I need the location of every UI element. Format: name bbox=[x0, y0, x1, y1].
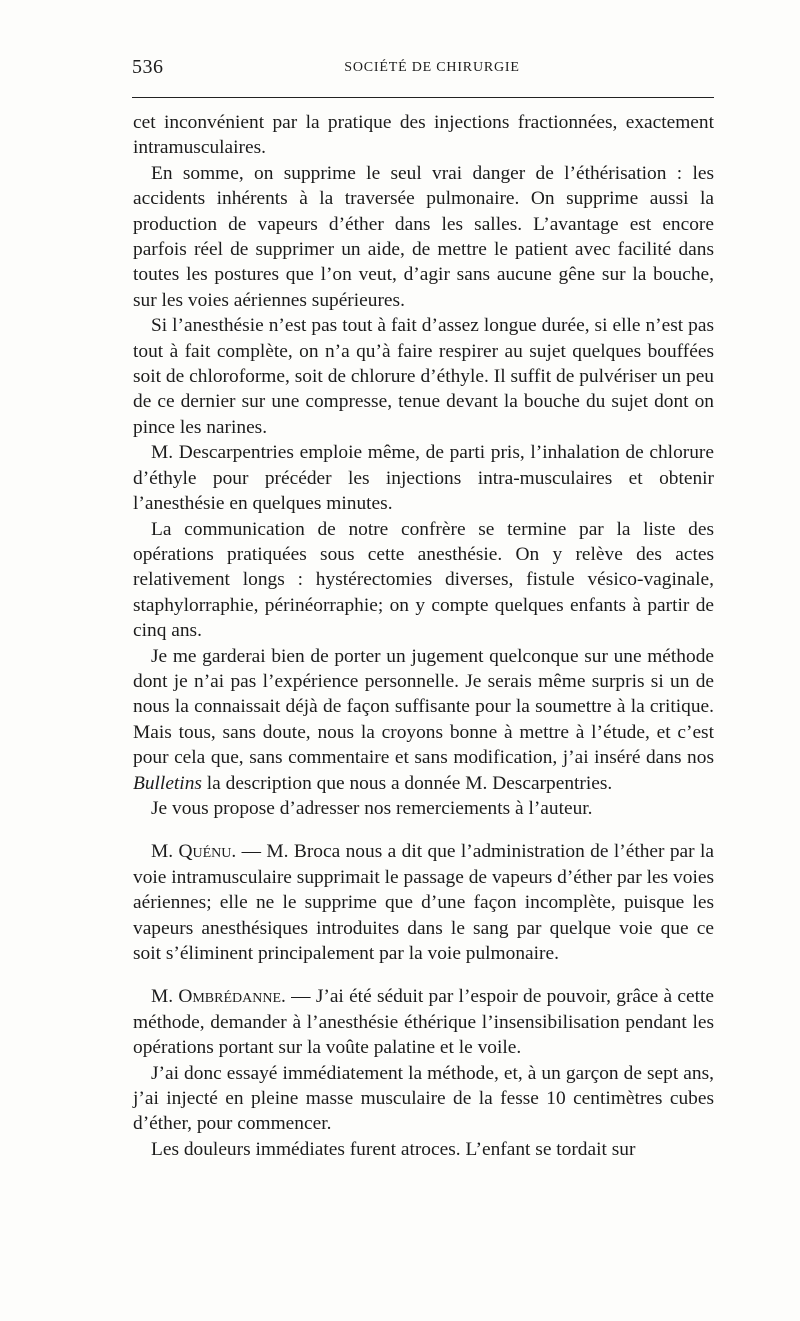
paragraph-6-text-after: la description que nous a donnée M. Descarpentries. bbox=[201, 772, 613, 794]
speaker-name-ombredanne: Ombrédanne. bbox=[178, 986, 286, 1008]
paragraph-11: Les douleurs immédiates furent atroces. L’enfant se tordait sur bbox=[151, 1138, 636, 1160]
page-header bbox=[132, 56, 714, 86]
paragraph-5: La communication de notre confrère se termine par la liste des opérations pratiquées sous cette anesthésie. On y relève des actes relativement longs : hystérectomies diverses, fistule vésico-vaginale, staphylorraphie, périnéorraphie; on y compte quelques enfants à partir de cinq ans. bbox=[133, 518, 714, 642]
paragraph-ombredanne-text: — J’ai été séduit par l’espoir de pouvoir, grâce à cette méthode, demander à l’anesthésie éthérique l’insensibilisation pendant les opérations portant sur la voûte palatine et le voile. bbox=[133, 986, 714, 1059]
paragraph-3: Si l’anesthésie n’est pas tout à fait d’assez longue durée, si elle n’est pas tout à fait complète, on n’a qu’à faire respirer au sujet quelques bouffées soit de chloroforme, soit de chlorure d’éthyle. Il suffit de pulvériser un peu de ce dernier sur une compresse, tenue devant la bouche du sujet dont on pince les narines. bbox=[133, 315, 714, 438]
paragraph-6-text-before: Je me garderai bien de porter un jugement quelconque sur une méthode dont je n’ai pas l’expérience personnelle. Je serais même surpris si un de nous la connaissait déjà de façon suffisante pour la soumettre à la critique. Mais tous, sans doute, nous la croyons bonne à mettre à l’étude, et c’est pour cela que, sans commentaire et sans modification, j’ai inséré dans nos bbox=[133, 645, 714, 769]
speaker-name-quenu: Quénu. bbox=[178, 841, 237, 863]
body-text bbox=[133, 110, 714, 1162]
speaker-prefix-ombredanne: M. bbox=[151, 986, 179, 1008]
running-title: SOCIÉTÉ DE CHIRURGIE bbox=[344, 60, 520, 75]
bulletins-italic: Bulletins bbox=[133, 772, 202, 794]
paragraph-10: J’ai donc essayé immédiatement la méthode, et, à un garçon de sept ans, j’ai injecté en pleine masse musculaire de la fesse 10 centimètres cubes d’éther, pour commencer. bbox=[133, 1062, 714, 1135]
paragraph-6 bbox=[133, 644, 714, 796]
paragraph-ombredanne bbox=[133, 984, 714, 1060]
paragraph-quenu bbox=[133, 839, 714, 966]
paragraph-1: cet inconvénient par la pratique des injections fractionnées, exactement intramusculaires. bbox=[133, 112, 714, 159]
paragraph-7: Je vous propose d’adresser nos remerciements à l’auteur. bbox=[151, 797, 593, 819]
header-rule bbox=[132, 97, 714, 98]
paragraph-2: En somme, on supprime le seul vrai danger de l’éthérisation : les accidents inhérents à la traversée pulmonaire. On supprime aussi la production de vapeurs d’éther dans les salles. L’avantage est encore parfois réel de supprimer un aide, de mettre le patient avec facilité dans toutes les postures que l’on veut, d’agir sans aucune gêne sur la bouche, sur les voies aériennes supérieures. bbox=[133, 162, 714, 311]
paragraph-4: M. Descarpentries emploie même, de parti pris, l’inhalation de chlorure d’éthyle pour précéder les injections intra-musculaires et obtenir l’anesthésie en quelques minutes. bbox=[133, 442, 714, 515]
paragraph-quenu-text: — M. Broca nous a dit que l’administration de l’éther par la voie intramusculaire supprimait le passage de vapeurs d’éther par les voies aériennes; elle ne le supprime que d’une façon incomplète, puisque les vapeurs anesthésiques introduites dans le sang par quelque voie que ce soit s’éliminent principalement par la voie pulmonaire. bbox=[133, 841, 715, 964]
page-number: 536 bbox=[132, 56, 164, 78]
speaker-prefix-quenu: M. bbox=[151, 841, 179, 863]
